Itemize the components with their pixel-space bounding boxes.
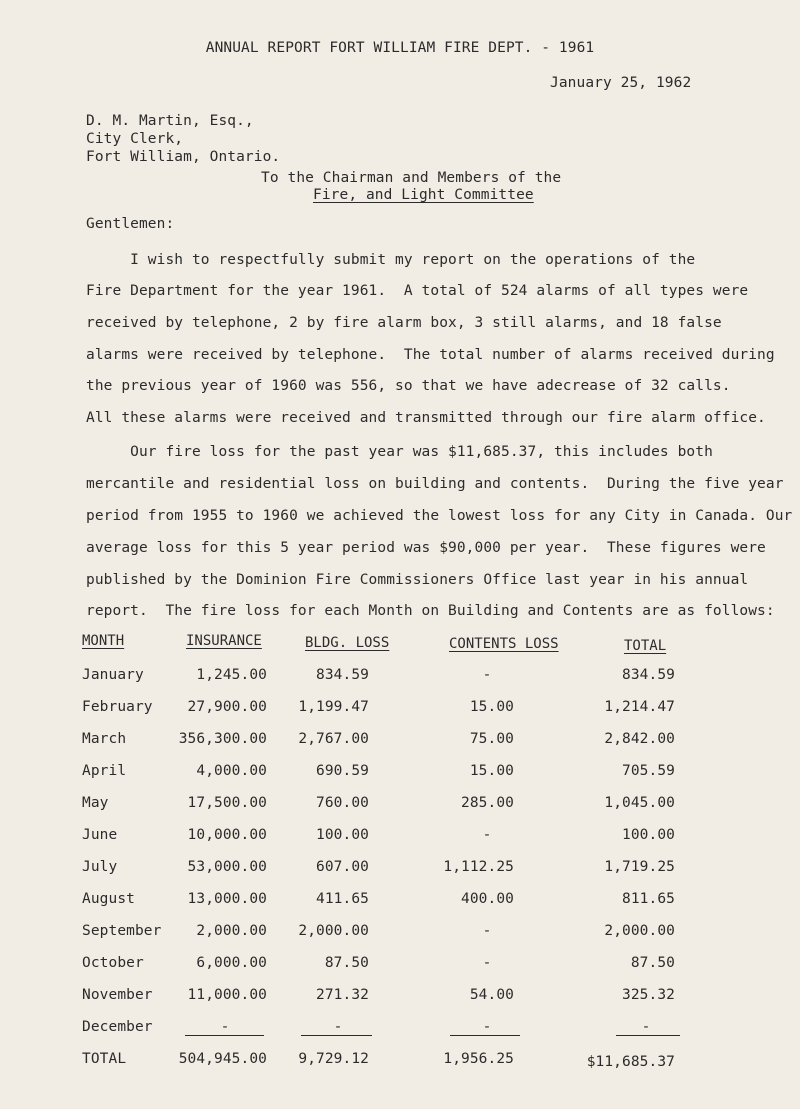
- paragraph-line: I wish to respectfully submit my report on the operations of the: [86, 252, 696, 268]
- month-cell: January: [82, 667, 144, 683]
- total-cell: 2,842.00: [604, 731, 675, 747]
- insurance-cell: 6,000.00: [196, 955, 267, 971]
- bldg-cell: 760.00: [316, 795, 369, 811]
- bldg-cell: 834.59: [316, 667, 369, 683]
- paragraph-line: report. The fire loss for each Month on Building and Contents are as follows:: [86, 603, 775, 619]
- paragraph-line: received by telephone, 2 by fire alarm box, 3 still alarms, and 18 false: [86, 315, 722, 331]
- bldg-cell: 271.32: [316, 987, 369, 1003]
- insurance-cell: 2,000.00: [196, 923, 267, 939]
- paragraph-line: alarms were received by telephone. The total number of alarms received during: [86, 347, 775, 363]
- total-cell: 87.50: [630, 955, 675, 971]
- total-cell: 1,045.00: [604, 795, 675, 811]
- month-cell: May: [82, 795, 109, 811]
- insurance-cell: 53,000.00: [187, 859, 267, 875]
- bldg-cell: 87.50: [324, 955, 369, 971]
- header-contents-loss: CONTENTS LOSS: [449, 636, 559, 652]
- header-month: MONTH: [82, 633, 125, 649]
- insurance-cell: 11,000.00: [187, 987, 267, 1003]
- header-total: TOTAL: [624, 638, 667, 654]
- paragraph-line: period from 1955 to 1960 we achieved the lowest loss for any City in Canada. Our: [86, 508, 793, 524]
- total-contents-cell: 1,956.25: [443, 1051, 514, 1067]
- recipient-line-1: To the Chairman and Members of the: [261, 170, 562, 186]
- total-cell: 1,719.25: [604, 859, 675, 875]
- month-cell: December: [82, 1019, 153, 1035]
- month-cell: March: [82, 731, 127, 747]
- contents-cell: 285.00: [461, 795, 514, 811]
- total-cell: 2,000.00: [604, 923, 675, 939]
- month-cell: February: [82, 699, 153, 715]
- total-bldg-cell: 9,729.12: [298, 1051, 369, 1067]
- insurance-cell: -: [220, 1019, 230, 1035]
- bldg-cell: 100.00: [316, 827, 369, 843]
- month-cell: August: [82, 891, 135, 907]
- address-line-2: City Clerk,: [86, 131, 184, 147]
- month-cell: October: [82, 955, 144, 971]
- total-cell: 811.65: [622, 891, 675, 907]
- contents-cell: 400.00: [461, 891, 514, 907]
- total-insurance-cell: 504,945.00: [178, 1051, 267, 1067]
- contents-cell: -: [482, 667, 492, 683]
- contents-cell: -: [482, 923, 492, 939]
- insurance-cell: 27,900.00: [187, 699, 267, 715]
- letter-date: January 25, 1962: [550, 75, 692, 91]
- sum-rule: [301, 1035, 372, 1036]
- month-cell: July: [82, 859, 118, 875]
- sum-rule: [450, 1035, 520, 1036]
- paragraph-line: mercantile and residential loss on building and contents. During the five year: [86, 476, 784, 492]
- contents-cell: 15.00: [469, 763, 514, 779]
- insurance-cell: 356,300.00: [178, 731, 267, 747]
- insurance-cell: 4,000.00: [196, 763, 267, 779]
- contents-cell: 54.00: [469, 987, 514, 1003]
- insurance-cell: 17,500.00: [187, 795, 267, 811]
- paragraph-line: Fire Department for the year 1961. A total of 524 alarms of all types were: [86, 283, 749, 299]
- contents-cell: 15.00: [469, 699, 514, 715]
- total-cell: 100.00: [622, 827, 675, 843]
- paragraph-line: the previous year of 1960 was 556, so that we have adecrease of 32 calls.: [86, 378, 731, 394]
- contents-cell: -: [482, 955, 492, 971]
- bldg-cell: 607.00: [316, 859, 369, 875]
- bldg-cell: 411.65: [316, 891, 369, 907]
- address-line-1: D. M. Martin, Esq.,: [86, 113, 254, 129]
- contents-cell: -: [482, 827, 492, 843]
- contents-cell: 1,112.25: [443, 859, 514, 875]
- header-insurance: INSURANCE: [186, 633, 262, 649]
- bldg-cell: 690.59: [316, 763, 369, 779]
- report-title: ANNUAL REPORT FORT WILLIAM FIRE DEPT. - 1961: [205, 40, 595, 56]
- total-cell: 834.59: [622, 667, 675, 683]
- month-cell: April: [82, 763, 127, 779]
- total-cell: 1,214.47: [604, 699, 675, 715]
- insurance-cell: 13,000.00: [187, 891, 267, 907]
- contents-cell: 75.00: [469, 731, 514, 747]
- month-cell: June: [82, 827, 118, 843]
- month-cell: November: [82, 987, 153, 1003]
- sum-rule: [616, 1035, 680, 1036]
- paragraph-line: published by the Dominion Fire Commissioners Office last year in his annual: [86, 572, 749, 588]
- contents-cell: -: [482, 1019, 492, 1035]
- recipient-line-2: Fire, and Light Committee: [313, 187, 534, 203]
- total-label: TOTAL: [82, 1051, 127, 1067]
- total-cell: 325.32: [622, 987, 675, 1003]
- total-cell: -: [641, 1019, 651, 1035]
- salutation: Gentlemen:: [86, 216, 175, 232]
- insurance-cell: 1,245.00: [196, 667, 267, 683]
- month-cell: September: [82, 923, 162, 939]
- header-bldg-loss: BLDG. LOSS: [305, 635, 390, 651]
- bldg-cell: 2,000.00: [298, 923, 369, 939]
- total-total-cell: $11,685.37: [586, 1054, 675, 1070]
- paragraph-line: Our fire loss for the past year was $11,685.37, this includes both: [86, 444, 713, 460]
- total-cell: 705.59: [622, 763, 675, 779]
- bldg-cell: 2,767.00: [298, 731, 369, 747]
- paragraph-line: All these alarms were received and transmitted through our fire alarm office.: [86, 410, 766, 426]
- bldg-cell: 1,199.47: [298, 699, 369, 715]
- sum-rule: [185, 1035, 264, 1036]
- paragraph-line: average loss for this 5 year period was $90,000 per year. These figures were: [86, 540, 766, 556]
- insurance-cell: 10,000.00: [187, 827, 267, 843]
- address-line-3: Fort William, Ontario.: [86, 149, 281, 165]
- bldg-cell: -: [333, 1019, 343, 1035]
